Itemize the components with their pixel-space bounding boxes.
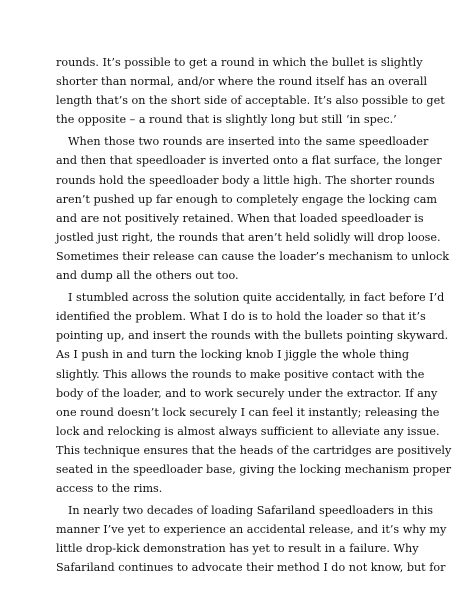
text-line: aren’t pushed up far enough to completely engage the locking cam — [56, 192, 438, 206]
text-line: access to the rims. — [56, 482, 163, 496]
text-line: jostled just right, the rounds that aren’t held solidly will drop loose. — [56, 230, 441, 244]
text-line: the opposite – a round that is slightly long but still ‘in spec.’ — [56, 113, 397, 127]
text-line: Safariland continues to advocate their method I do not know, but for — [56, 561, 446, 575]
text-line: I stumbled across the solution quite accidentally, in fact before I’d — [68, 291, 445, 305]
text-line: Sometimes their release can cause the loader’s mechanism to unlock — [56, 249, 450, 263]
text-line: identified the problem. What I do is to hold the loader so that it’s — [56, 310, 426, 324]
paragraph-1 — [56, 53, 445, 129]
text-line: shorter than normal, and/or where the round itself has an overall — [56, 75, 428, 89]
paragraph-3 — [56, 288, 452, 498]
text-line: pointing up, and insert the rounds with the bullets pointing skyward. — [56, 329, 449, 343]
text-line: little drop-kick demonstration has yet to result in a failure. Why — [56, 542, 419, 556]
text-line: manner I’ve yet to experience an accidental release, and it’s why my — [56, 523, 447, 537]
text-line: rounds hold the speedloader body a little high. The shorter rounds — [56, 173, 435, 187]
text-line: one round doesn’t lock securely I can feel it instantly; releasing the — [56, 405, 440, 419]
text-line: length that’s on the short side of acceptable. It’s also possible to get — [56, 94, 445, 108]
text-line: When those two rounds are inserted into the same speedloader — [68, 135, 429, 149]
text-line: In nearly two decades of loading Safariland speedloaders in this — [68, 504, 434, 518]
text-line: and then that speedloader is inverted onto a flat surface, the longer — [56, 154, 442, 168]
text-line: seated in the speedloader base, giving the locking mechanism proper — [56, 462, 452, 476]
body-text — [56, 53, 452, 578]
text-line: As I push in and turn the locking knob I jiggle the whole thing — [56, 348, 410, 362]
text-line: rounds. It’s possible to get a round in which the bullet is slightly — [56, 56, 423, 69]
text-line: body of the loader, and to work securely under the extractor. If any — [56, 386, 438, 400]
text-line: slightly. This allows the rounds to make positive contact with the — [56, 367, 425, 381]
paragraph-4 — [56, 501, 447, 577]
text-line: This technique ensures that the heads of the cartridges are positively — [56, 443, 452, 457]
text-line: and are not positively retained. When that loaded speedloader is — [56, 211, 424, 225]
paragraph-2 — [56, 132, 450, 285]
text-line: and dump all the others out too. — [56, 269, 239, 283]
text-line: lock and relocking is almost always sufficient to alleviate any issue. — [56, 424, 440, 438]
